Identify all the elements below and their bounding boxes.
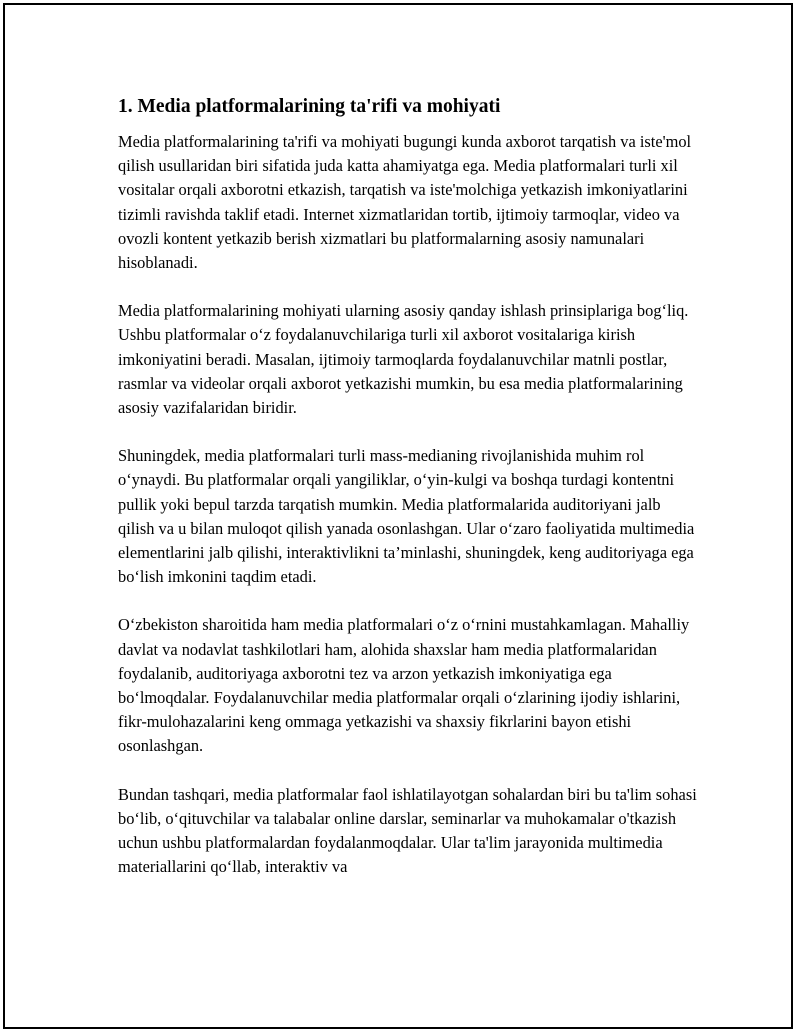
paragraph-mass-media: Shuningdek, media platformalari turli mass-medianing rivojlanishida muhim rol o‘ynaydi. Bu platformalar orqali yangiliklar, o‘yin-kulgi va boshqa turdagi kontentni pullik yoki bepul tarzda tarqatish mumkin. Media platformalarida auditoriyani jalb qilish va u bilan muloqot qilish yanada osonlashgan. Ular o‘zaro faoliyatida multimedia elementlarini jalb qilishi, interaktivlikni ta’minlashi, shuningdek, keng auditoriyaga ega bo‘lish imkonini taqdim etadi.: [118, 446, 695, 587]
document-body: [118, 94, 698, 903]
paragraph-essence: Media platformalarining mohiyati ularning asosiy qanday ishlash prinsiplariga bog‘liq. Ushbu platformalar o‘z foydalanuvchilariga turli xil axborot vositalariga kirish imkoniyatini beradi. Masalan, ijtimoiy tarmoqlarda foydalanuvchilar matnli postlar, rasmlar va videolar orqali axborot yetkazishi mumkin, bu esa media platformalarining asosiy vazifalaridan biridir.: [118, 301, 689, 418]
paragraph-uzbekistan: O‘zbekiston sharoitida ham media platformalari o‘z o‘rnini mustahkamlagan. Mahalliy davlat va nodavlat tashkilotlari ham, alohida shaxslar ham media platformalaridan foydalanib, auditoriyaga axborotni tez va arzon yetkazish imkoniyatiga ega bo‘lmoqdalar. Foydalanuvchilar media platformalar orqali o‘zlarining ijodiy ishlarini, fikr-mulohazalarini keng ommaga yetkazishi va shaxsiy fikrlarini bayon etishi osonlashgan.: [118, 615, 690, 756]
paragraph-definition: Media platformalarining ta'rifi va mohiyati bugungi kunda axborot tarqatish va iste'mol qilish usullaridan biri sifatida juda katta ahamiyatga ega. Media platformalari turli xil vositalar orqali axborotni etkazish, tarqatish va iste'molchiga yetkazish imkoniyatlarini tizimli ravishda taklif etadi. Internet xizmatlaridan tortib, ijtimoiy tarmoqlar, video va ovozli kontent yetkazib berish xizmatlari bu platformalarning asosiy namunalari hisoblanadi.: [118, 132, 692, 273]
section-heading: 1. Media platformalarining ta'rifi va mohiyati: [118, 96, 501, 117]
paragraph-education: Bundan tashqari, media platformalar faol ishlatilayotgan sohalardan biri bu ta'lim sohasi bo‘lib, o‘qituvchilar va talabalar online darslar, seminarlar va muhokamalar o'tkazish uchun ushbu platformalardan foydalanmoqdalar. Ular ta'lim jarayonida multimedia materiallarini qo‘llab, interaktiv va: [118, 784, 697, 877]
